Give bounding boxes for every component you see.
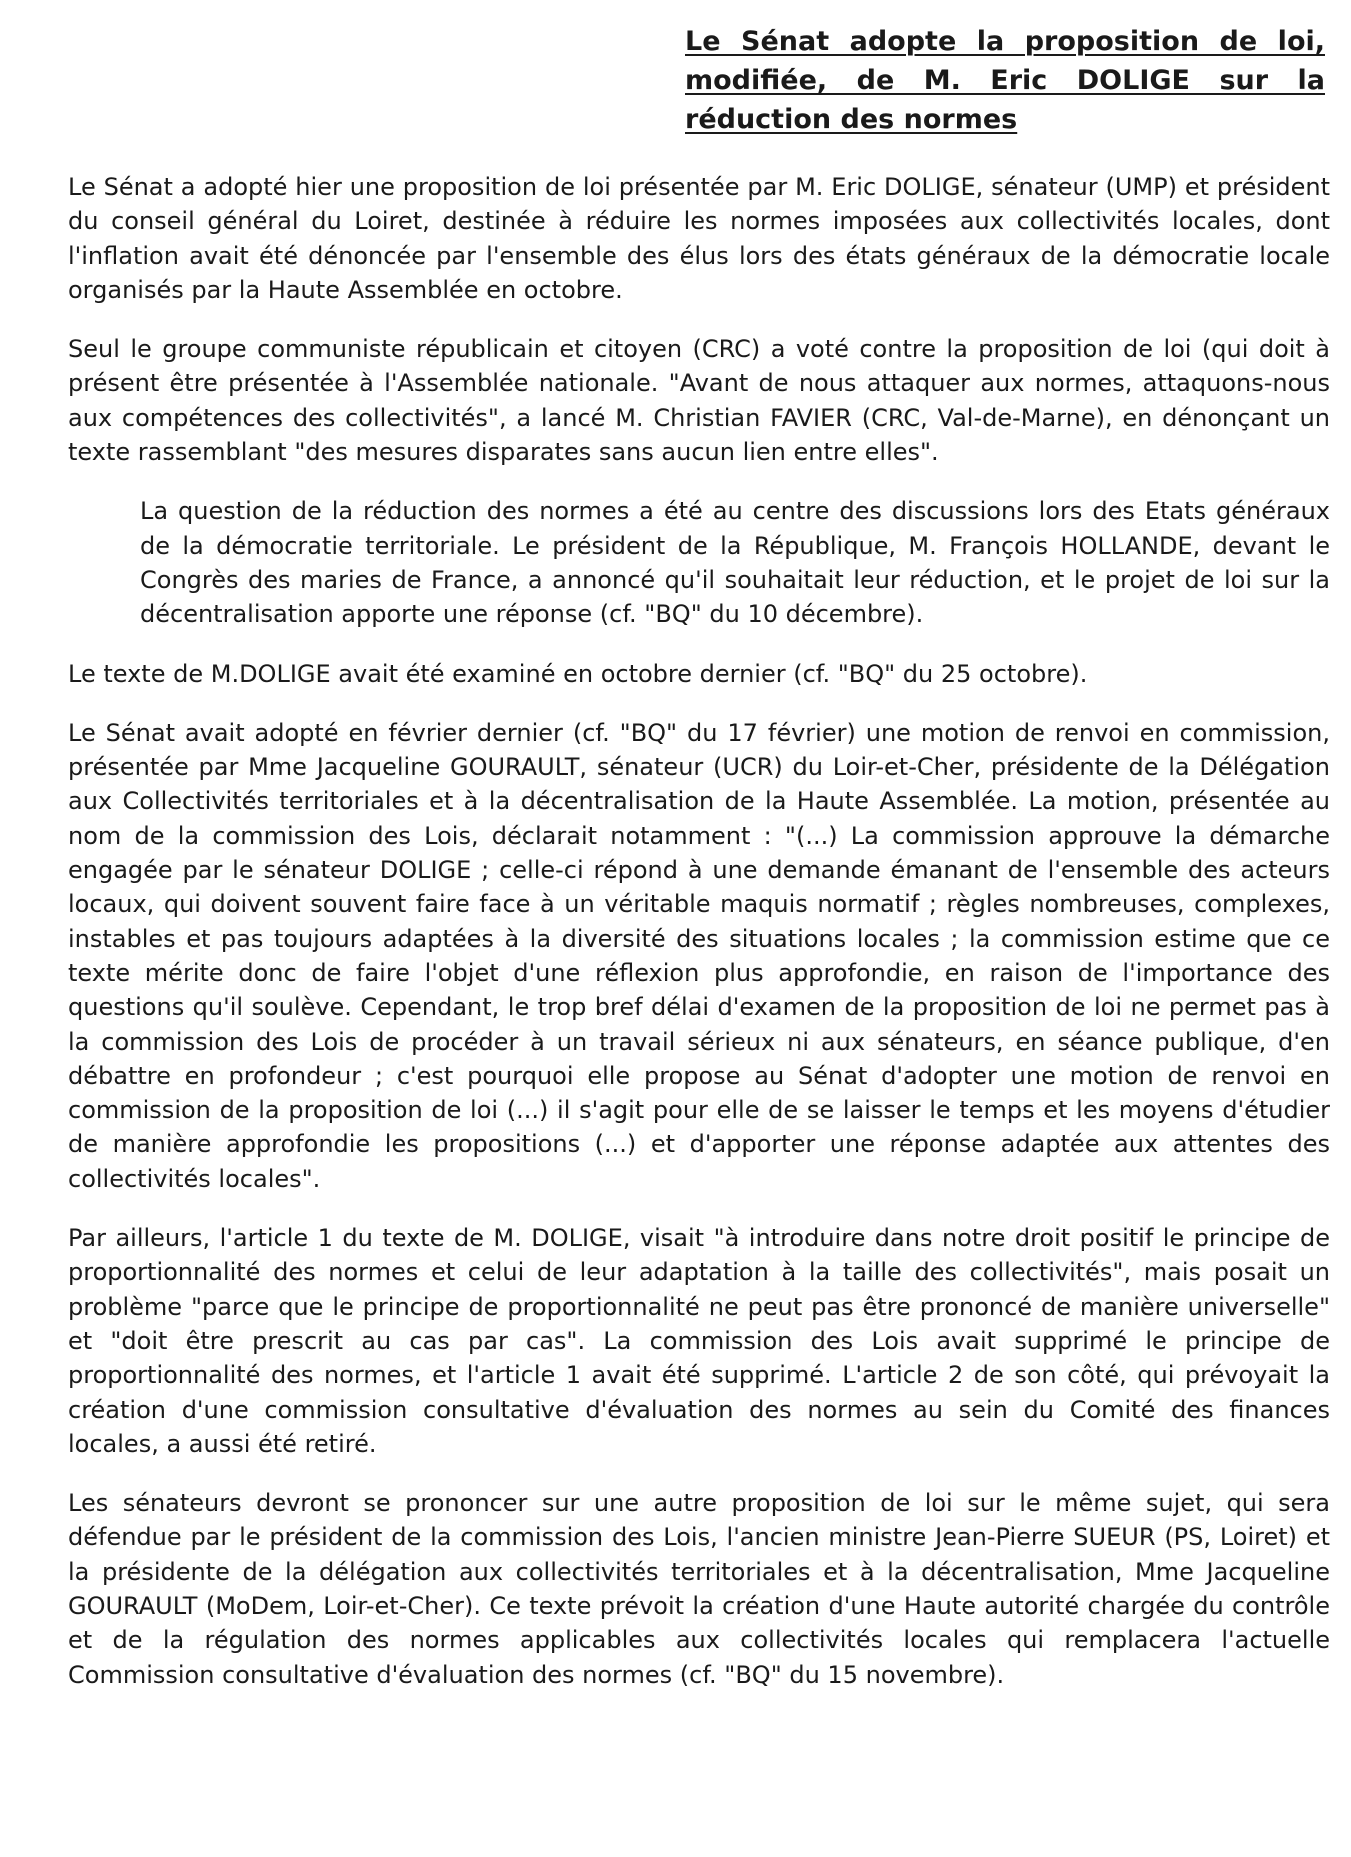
paragraph-article-1: Par ailleurs, l'article 1 du texte de M. DOLIGE, visait "à introduire dans notre droit positif le principe de proportionnalité des normes et celui de leur adaptation à la taille des collectivités", mais posait un problème "parce que le principe de proportionnalité ne peut pas être prononcé de manière universelle" et "doit être prescrit au cas par cas". La commission des Lois avait supprimé le principe de proportionnalité des normes, et l'article 1 avait été supprimé. L'article 2 de son côté, qui prévoyait la création d'une commission consultative d'évaluation des normes au sein du Comité des finances locales, a aussi été retiré. [68,1224,1330,1458]
article-title-text: Le Sénat adopte la proposition de loi, modifiée, de M. Eric DOLIGE sur la réduction des normes [685,26,1325,135]
article-body [68,170,1330,1692]
paragraph-context-indented: La question de la réduction des normes a été au centre des discussions lors des Etats généraux de la démocratie territoriale. Le président de la République, M. François HOLLANDE, devant le Congrès des maries de France, a annoncé qu'il souhaitait leur réduction, et le projet de loi sur la décentralisation apporte une réponse (cf. "BQ" du 10 décembre). [140,497,1330,629]
paragraph-motion: Le Sénat avait adopté en février dernier (cf. "BQ" du 17 février) une motion de renvoi en commission, présentée par Mme Jacqueline GOURAULT, sénateur (UCR) du Loir-et-Cher, présidente de la Délégation aux Collectivités territoriales et à la décentralisation de la Haute Assemblée. La motion, présentée au nom de la commission des Lois, déclarait notamment : "(...) La commission approuve la démarche engagée par le sénateur DOLIGE ; celle-ci répond à une demande émanant de l'ensemble des acteurs locaux, qui doivent souvent faire face à un véritable maquis normatif ; règles nombreuses, complexes, instables et pas toujours adaptées à la diversité des situations locales ; la commission estime que ce texte mérite donc de faire l'objet d'une réflexion plus approfondie, en raison de l'importance des questions qu'il soulève. Cependant, le trop bref délai d'examen de la proposition de loi ne permet pas à la commission des Lois de procéder à un travail sérieux ni aux sénateurs, en séance publique, d'en débattre en profondeur ; c'est pourquoi elle propose au Sénat d'adopter une motion de renvoi en commission de la proposition de loi (...) il s'agit pour elle de se laisser le temps et les moyens d'étudier de manière approfondie les propositions (...) et d'apporter une réponse adaptée aux attentes des collectivités locales". [68,718,1330,1193]
paragraph-october-review: Le texte de M.DOLIGE avait été examiné en octobre dernier (cf. "BQ" du 25 octobre). [68,659,1088,688]
article-title [685,22,1325,139]
paragraph-intro: Le Sénat a adopté hier une proposition de loi présentée par M. Eric DOLIGE, sénateur (UMP) et président du conseil général du Loiret, destinée à réduire les normes imposées aux collectivités locales, dont l'inflation avait été dénoncée par l'ensemble des élus lors des états généraux de la démocratie locale organisés par la Haute Assemblée en octobre. [68,173,1330,304]
paragraph-crc-vote: Seul le groupe communiste républicain et citoyen (CRC) a voté contre la proposition de loi (qui doit à présent être présentée à l'Assemblée nationale. "Avant de nous attaquer aux normes, attaquons-nous aux compétences des collectivités", a lancé M. Christian FAVIER (CRC, Val-de-Marne), en dénonçant un texte rassemblant "des mesures disparates sans aucun lien entre elles". [68,335,1330,467]
paragraph-other-proposal: Les sénateurs devront se prononcer sur une autre proposition de loi sur le même sujet, qui sera défendue par le président de la commission des Lois, l'ancien ministre Jean-Pierre SUEUR (PS, Loiret) et la présidente de la délégation aux collectivités territoriales et à la décentralisation, Mme Jacqueline GOURAULT (MoDem, Loir-et-Cher). Ce texte prévoit la création d'une Haute autorité chargée du contrôle et de la régulation des normes applicables aux collectivités locales qui remplacera l'actuelle Commission consultative d'évaluation des normes (cf. "BQ" du 15 novembre). [68,1489,1330,1689]
